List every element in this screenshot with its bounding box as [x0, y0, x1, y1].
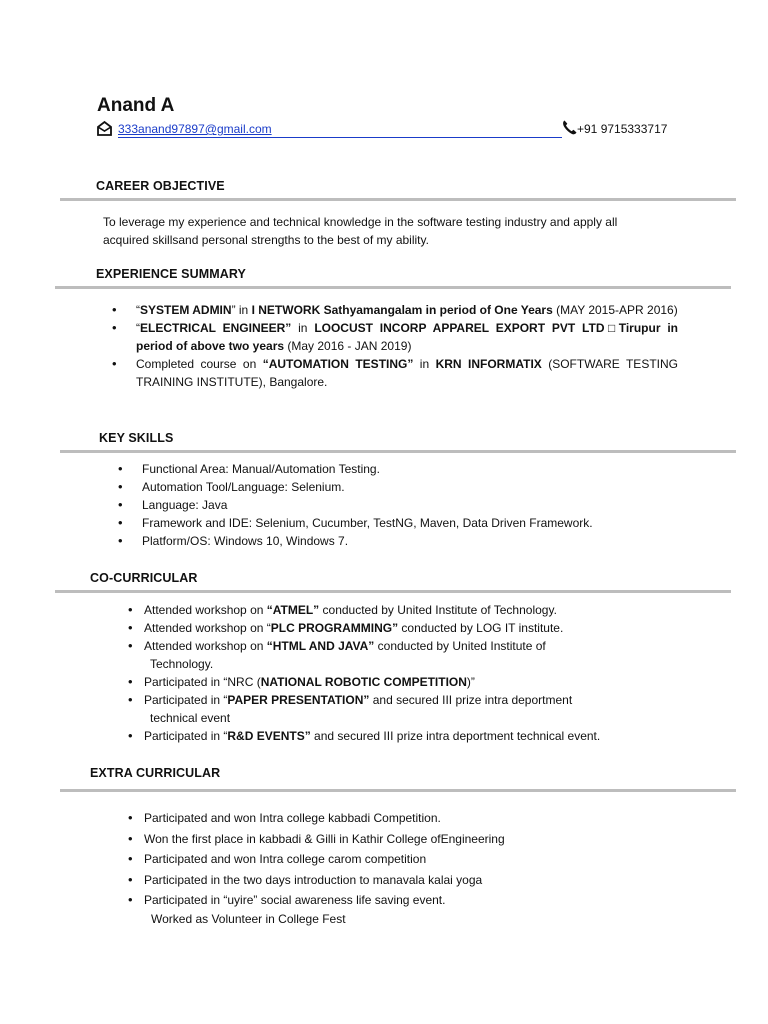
- bullet: •: [128, 851, 133, 866]
- skill-item: [118, 514, 702, 532]
- text: and secured III prize intra deportment technical event.: [310, 729, 601, 743]
- bullet: •: [128, 638, 133, 653]
- skill-text: Framework and IDE: Selenium, Cucumber, TestNG, Maven, Data Driven Framework.: [142, 516, 593, 530]
- career-objective-line-1: To leverage my experience and technical knowledge in the software testing industry and apply all: [103, 215, 618, 229]
- skill-item: [118, 496, 702, 514]
- bullet: •: [118, 533, 123, 548]
- phone-icon: [561, 119, 578, 136]
- bullet: •: [128, 810, 133, 825]
- institute-detail: (SOFTWARE TESTING TRAINING INSTITUTE), Bangalore.: [136, 357, 678, 389]
- experience-list: [112, 301, 679, 391]
- period: (MAY 2015-APR 2016): [552, 303, 678, 317]
- event: “HTML AND JAVA”: [266, 639, 375, 653]
- bullet: •: [128, 871, 133, 887]
- text: ” in: [231, 303, 252, 317]
- text: )”: [466, 675, 475, 689]
- quote: “: [136, 303, 140, 317]
- key-skills-heading: KEY SKILLS: [99, 431, 174, 445]
- text: and secured III prize intra deportment technical event: [150, 693, 573, 725]
- text: conducted by United Institute of Technology.: [319, 603, 557, 617]
- extra-curricular-item: [128, 890, 664, 911]
- event: NATIONAL ROBOTIC COMPETITION: [260, 675, 467, 689]
- skill-item: [118, 460, 702, 478]
- text: Won the first place in kabbadi & Gilli in Kathir College ofEngineering: [144, 831, 505, 846]
- extra-curricular-list: [128, 808, 664, 911]
- bullet: •: [128, 892, 133, 907]
- phone-number: +91 9715333717: [577, 122, 668, 136]
- co-curricular-heading: CO-CURRICULAR: [90, 571, 198, 585]
- section-rule: [60, 789, 736, 792]
- bullet: •: [128, 602, 133, 617]
- bullet: •: [118, 515, 123, 530]
- career-objective-heading: CAREER OBJECTIVE: [96, 179, 225, 193]
- skill-text: Automation Tool/Language: Selenium.: [142, 480, 345, 494]
- extra-curricular-item: [128, 829, 664, 850]
- text: Completed course on: [136, 357, 263, 371]
- text: Attended workshop on: [144, 603, 267, 617]
- bullet: •: [128, 830, 133, 846]
- volunteer-note: Worked as Volunteer in College Fest: [151, 912, 346, 926]
- section-rule: [60, 450, 736, 453]
- bullet: •: [112, 320, 117, 335]
- text: in: [413, 357, 436, 371]
- company: LOOCUST INCORP APPAREL EXPORT PVT LTD□Tirupur in period of above two years: [136, 321, 679, 353]
- co-curricular-item: [128, 673, 589, 691]
- bullet: •: [118, 479, 123, 494]
- event: “ATMEL”: [266, 603, 320, 617]
- text: Attended workshop on “: [144, 621, 271, 635]
- text: Participated in “: [144, 693, 228, 707]
- text: Attended workshop on: [144, 639, 267, 653]
- event: R&D EVENTS”: [227, 729, 311, 743]
- text: Participated in the two days introduction to manavala kalai yoga: [144, 872, 483, 887]
- experience-item: [112, 319, 679, 355]
- section-rule: [55, 286, 731, 289]
- text: Participated and won Intra college carom competition: [144, 852, 427, 866]
- bullet: •: [112, 356, 117, 371]
- co-curricular-item: [128, 637, 589, 673]
- bullet: •: [128, 620, 133, 635]
- co-curricular-item: [128, 691, 589, 727]
- text: in: [291, 321, 315, 335]
- skill-text: Language: Java: [142, 498, 228, 512]
- role: SYSTEM ADMIN: [140, 303, 232, 317]
- section-rule: [60, 198, 736, 201]
- text: Participated in “uyire” social awareness life saving event.: [144, 893, 446, 907]
- co-curricular-item: [128, 619, 589, 637]
- co-curricular-item: [128, 727, 601, 745]
- extra-curricular-item: [128, 849, 664, 870]
- bullet: •: [118, 497, 123, 512]
- bullet: •: [128, 674, 133, 689]
- period: (May 2016 - JAN 2019): [284, 339, 412, 353]
- email-link[interactable]: 333anand97897@gmail.com: [118, 122, 272, 136]
- co-curricular-item: [128, 601, 589, 619]
- career-objective-text: [103, 213, 743, 249]
- experience-item: [112, 355, 678, 391]
- skill-text: Platform/OS: Windows 10, Windows 7.: [142, 534, 349, 548]
- bullet: •: [112, 302, 117, 317]
- co-curricular-list: [128, 601, 601, 745]
- text: Participated and won Intra college kabbadi Competition.: [144, 811, 441, 825]
- extra-curricular-item: [128, 808, 664, 829]
- extra-curricular-heading: EXTRA CURRICULAR: [90, 766, 221, 780]
- skills-list: [118, 460, 702, 550]
- envelope-icon: [96, 120, 113, 137]
- section-rule: [55, 590, 731, 593]
- event: PAPER PRESENTATION”: [227, 693, 370, 707]
- experience-summary-heading: EXPERIENCE SUMMARY: [96, 267, 246, 281]
- role: ELECTRICAL ENGINEER”: [140, 321, 292, 335]
- skill-item: [118, 532, 702, 550]
- institute: KRN INFORMATIX: [435, 357, 542, 371]
- experience-item: [112, 301, 678, 319]
- text: Participated in “: [144, 729, 228, 743]
- text: conducted by United Institute of Technology.: [150, 639, 546, 671]
- email-underline: [118, 137, 562, 138]
- skill-item: [118, 478, 702, 496]
- quote: “: [136, 321, 140, 335]
- skill-text: Functional Area: Manual/Automation Testing.: [142, 462, 380, 476]
- extra-curricular-item: [128, 870, 664, 891]
- bullet: •: [128, 728, 133, 743]
- text: conducted by LOG IT institute.: [398, 621, 564, 635]
- event: PLC PROGRAMMING”: [270, 621, 399, 635]
- candidate-name: Anand A: [97, 95, 175, 116]
- bullet: •: [118, 461, 123, 476]
- course: “AUTOMATION TESTING”: [262, 357, 414, 371]
- career-objective-line-2: acquired skillsand personal strengths to the best of my ability.: [103, 233, 429, 247]
- bullet: •: [128, 692, 133, 707]
- company: I NETWORK Sathyamangalam in period of One Years: [251, 303, 553, 317]
- text: Participated in “NRC (: [144, 675, 261, 689]
